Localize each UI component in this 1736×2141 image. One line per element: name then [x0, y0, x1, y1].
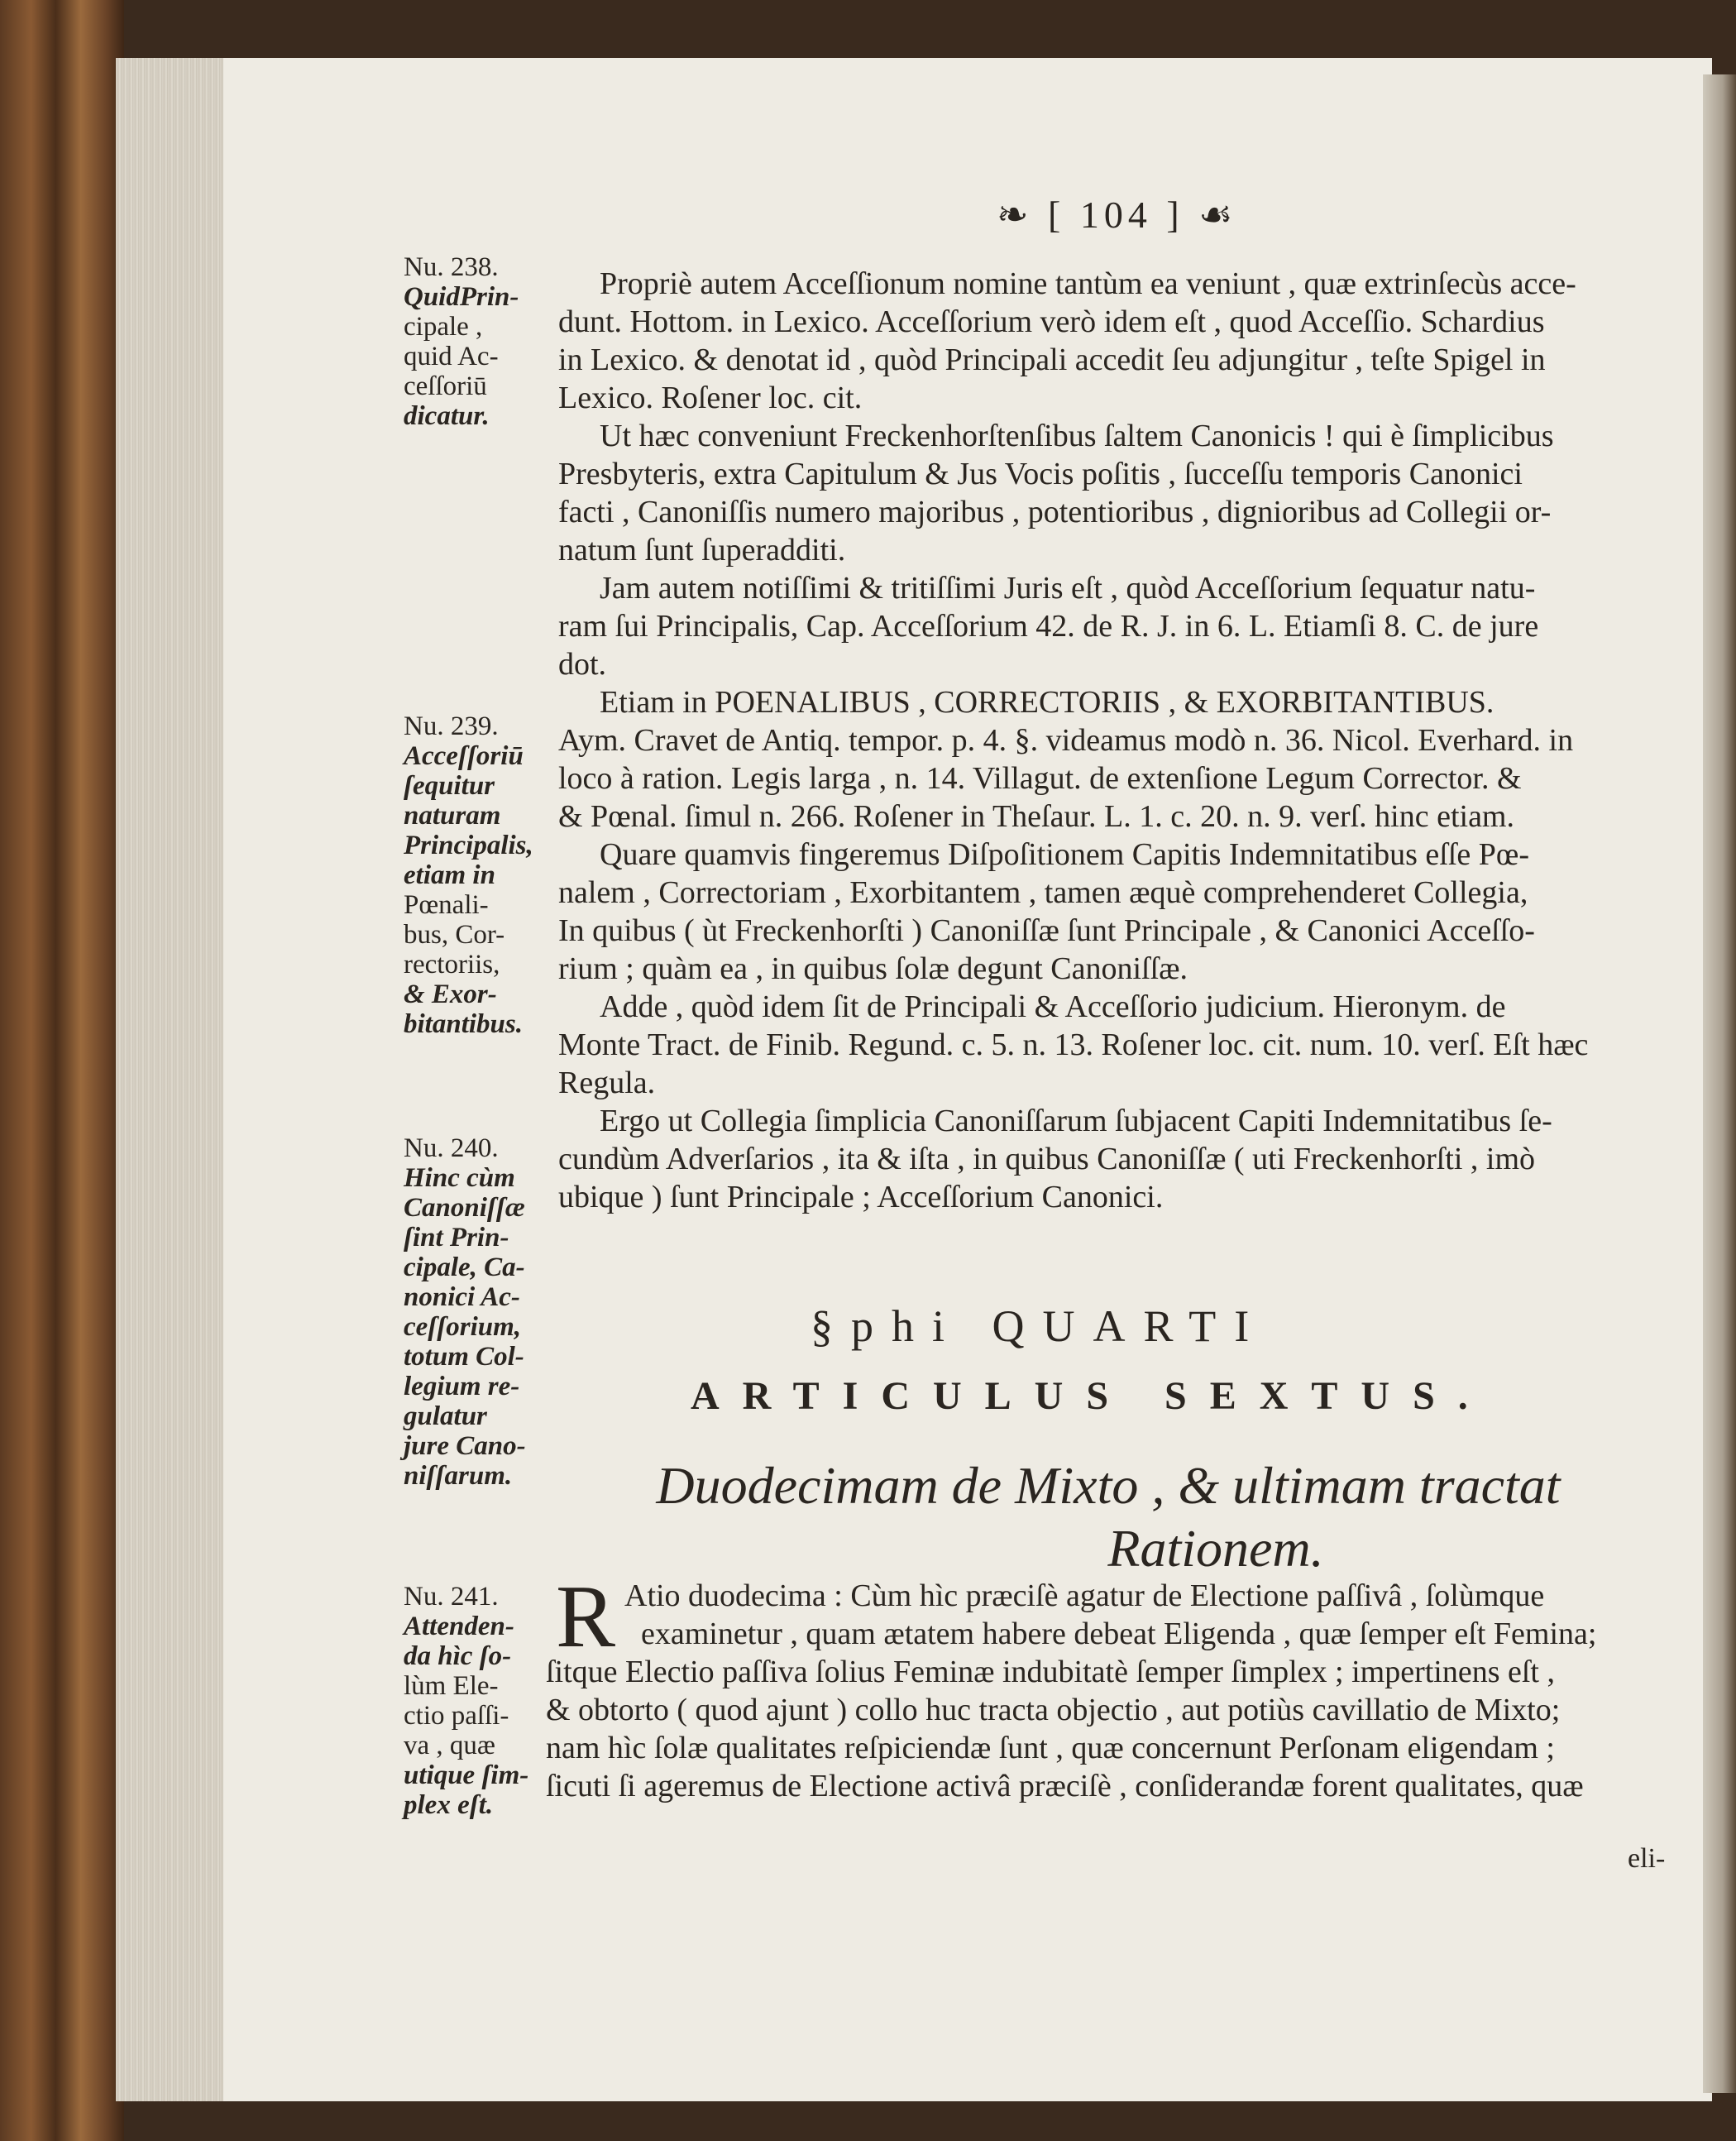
body-text: [558, 265, 1662, 1216]
section-heading: §phi QUARTI: [811, 1301, 1268, 1351]
text-line: ſicuti ſi ageremus de Electione activâ præciſè , conſiderandæ forent qualitates, quæ: [546, 1769, 1584, 1803]
margin-line: nonici Ac-: [404, 1282, 520, 1312]
text-line: Regula.: [558, 1066, 656, 1100]
text-line: ſitque Electio paſſiva ſolius Feminæ indubitatè ſemper ſimplex ; impertinens eſt ,: [546, 1655, 1555, 1689]
text-line: Aym. Cravet de Antiq. tempor. p. 4. §. videamus modò n. 36. Nicol. Everhard. in: [558, 723, 1574, 758]
text-line: Ut hæc conveniunt Freckenhorſtenſibus ſaltem Canonicis ! qui è ſimplicibus: [600, 419, 1554, 453]
text-line: Jam autem notiſſimi & tritiſſimi Juris eſt , quòd Acceſſorium ſequatur natu-: [600, 571, 1536, 606]
margin-line: Nu. 239.: [404, 711, 499, 741]
margin-line: Acceſſoriū: [404, 741, 524, 771]
margin-line: Pœnali-: [404, 890, 489, 920]
margin-line: dicatur.: [404, 401, 490, 431]
right-page-edge: [1703, 74, 1736, 2093]
text-line: natum ſunt ſuperadditi.: [558, 533, 846, 568]
text-line: dot.: [558, 647, 607, 682]
text-line: Atio duodecima : Cùm hìc præciſè agatur de Electione paſſivâ , ſolùmque: [624, 1578, 1545, 1613]
margin-line: ſequitur: [404, 771, 495, 801]
margin-line: jure Cano-: [404, 1431, 526, 1461]
text-line: in Lexico. & denotat id , quòd Principali accedit ſeu adjungitur , teſte Spigel in: [558, 342, 1546, 377]
margin-line: Principalis,: [404, 831, 533, 860]
margin-line: bus, Cor-: [404, 920, 505, 950]
margin-note-241: [404, 1582, 557, 1820]
text-line: Quare quamvis fingeremus Diſpoſitionem Capitis Indemnitatibus eſſe Pœ-: [600, 837, 1529, 872]
text-line: Adde , quòd idem ſit de Principali & Acceſſorio judicium. Hieronym. de: [600, 989, 1506, 1024]
text-line: Ergo ut Collegia ſimplicia Canoniſſarum ſubjacent Capiti Indemnitatibus ſe-: [600, 1104, 1552, 1138]
margin-line: ſint Prin-: [404, 1223, 509, 1253]
margin-line: & Exor-: [404, 979, 497, 1009]
text-line: dunt. Hottom. in Lexico. Acceſſorium verò idem eſt , quod Acceſſio. Schardius: [558, 304, 1545, 339]
margin-line: bitantibus.: [404, 1009, 523, 1039]
text-line: Etiam in POENALIBUS , CORRECTORIIS , & EXORBITANTIBUS.: [600, 685, 1494, 720]
text-line: ubique ) ſunt Principale ; Acceſſorium Canonici.: [558, 1180, 1164, 1214]
margin-line: va , quæ: [404, 1731, 495, 1760]
margin-line: gulatur: [404, 1401, 487, 1431]
margin-line: ceſſorium,: [404, 1312, 522, 1342]
text-line: loco à ration. Legis larga , n. 14. Villagut. de extenſione Legum Corrector. &: [558, 761, 1522, 796]
margin-line: lùm Ele-: [404, 1671, 499, 1701]
margin-line: ceſſoriū: [404, 371, 487, 401]
margin-line: QuidPrin-: [404, 282, 519, 312]
text-line: In quibus ( ùt Freckenhorſti ) Canoniſſæ ſunt Principale , & Canonici Acceſſo-: [558, 913, 1535, 948]
margin-line: da hìc ſo-: [404, 1641, 512, 1671]
text-line: & Pœnal. ſimul n. 266. Roſener in Theſaur. L. 1. c. 20. n. 9. verſ. hinc etiam.: [558, 799, 1514, 834]
text-line: Monte Tract. de Finib. Regund. c. 5. n. 13. Roſener loc. cit. num. 10. verſ. Eſt hæc: [558, 1027, 1589, 1062]
book-binding: [0, 0, 124, 2141]
margin-line: Nu. 240.: [404, 1133, 499, 1163]
margin-line: ctio paſſi-: [404, 1701, 509, 1731]
margin-line: Canoniſſæ: [404, 1193, 525, 1223]
margin-line: plex eſt.: [404, 1790, 494, 1820]
header-ornament-right-icon: ☙: [1184, 194, 1238, 236]
margin-line: niſſarum.: [404, 1461, 513, 1491]
margin-line: Nu. 241.: [404, 1582, 499, 1612]
margin-note-239: [404, 711, 557, 1039]
text-line: examinetur , quam ætatem habere debeat Eligenda , quæ ſemper eſt Femina;: [641, 1617, 1597, 1651]
text-line: Lexico. Roſener loc. cit.: [558, 381, 863, 415]
margin-line: utique ſim-: [404, 1760, 529, 1790]
page-number: [ 104 ]: [1048, 194, 1184, 236]
margin-line: totum Col-: [404, 1342, 524, 1372]
text-line: nam hìc ſolæ qualitates reſpiciendæ ſunt , quæ concernunt Perſonam eligendam ;: [546, 1731, 1555, 1765]
text-line: facti , Canoniſſis numero majoribus , potentioribus , dignioribus ad Collegii or-: [558, 495, 1552, 529]
page-edges: [116, 58, 227, 2101]
article-title-line: Duodecimam de Mixto , & ultimam tractat: [656, 1456, 1561, 1515]
article-title-line: Rationem.: [1107, 1519, 1324, 1578]
margin-line: cipale ,: [404, 312, 483, 342]
margin-line: Attenden-: [404, 1612, 514, 1641]
catchword: eli-: [1628, 1843, 1666, 1874]
final-paragraph: [546, 1653, 1662, 1805]
text-line: & obtorto ( quod ajunt ) collo huc tracta objectio , aut potiùs cavillatio de Mixto;: [546, 1693, 1561, 1727]
margin-note-238: [404, 252, 557, 431]
margin-line: naturam: [404, 801, 501, 831]
article-heading: ARTICULUS SEXTUS.: [691, 1374, 1491, 1418]
text-line: ram ſui Principalis, Cap. Acceſſorium 42. de R. J. in 6. L. Etiamſi 8. C. de jure: [558, 609, 1539, 644]
margin-line: Hinc cùm: [404, 1163, 515, 1193]
margin-line: Nu. 238.: [404, 252, 499, 282]
margin-note-240: [404, 1133, 557, 1491]
text-line: Propriè autem Acceſſionum nomine tantùm ea veniunt , quæ extrinſecùs acce-: [600, 266, 1576, 301]
page-header: [997, 192, 1237, 237]
margin-line: legium re-: [404, 1372, 520, 1401]
text-line: Presbyteris, extra Capitulum & Jus Vocis poſitis , ſucceſſu temporis Canonici: [558, 457, 1523, 491]
text-line: nalem , Correctoriam , Exorbitantem , tamen æquè comprehenderet Collegia,: [558, 875, 1528, 910]
final-paragraph-start: [624, 1577, 1662, 1653]
header-ornament-left-icon: ❧: [997, 194, 1049, 236]
text-line: cundùm Adverſarios , ita & iſta , in quibus Canoniſſæ ( uti Freckenhorſti , imò: [558, 1142, 1536, 1176]
article-title: [604, 1454, 1613, 1580]
text-line: rium ; quàm ea , in quibus ſolæ degunt Canoniſſæ.: [558, 951, 1188, 986]
margin-line: quid Ac-: [404, 342, 499, 371]
margin-line: cipale, Ca-: [404, 1253, 525, 1282]
drop-cap: R: [556, 1568, 616, 1666]
margin-line: etiam in: [404, 860, 495, 890]
margin-line: rectoriis,: [404, 950, 500, 979]
